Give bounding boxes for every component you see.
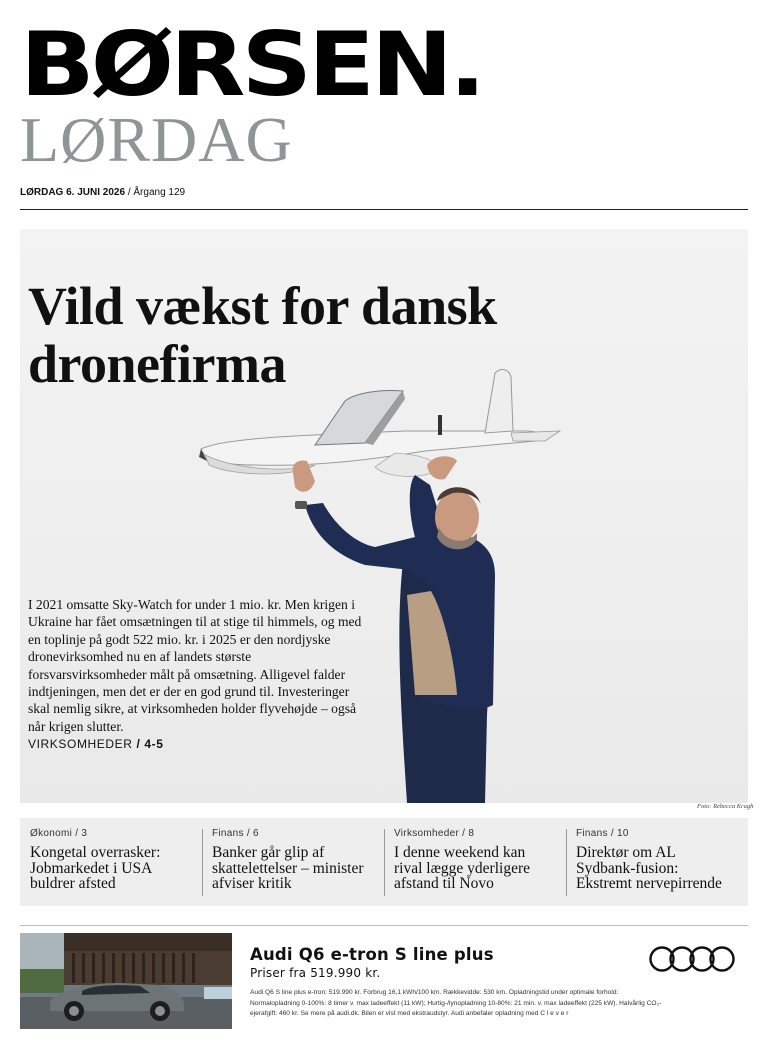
edition-name: LØRDAG — [20, 104, 293, 175]
section-reference[interactable] — [28, 737, 164, 751]
teaser-item[interactable] — [202, 818, 384, 906]
teaser-title: I denne weekend kan rival lægge yderligere afstand til Novo — [394, 844, 531, 892]
issue-date: LØRDAG 6. JUNI 2026 — [20, 187, 126, 198]
masthead-divider — [20, 209, 748, 210]
teaser-bar — [20, 818, 748, 906]
teaser-item[interactable] — [20, 818, 202, 906]
issue-volume: / Årgang 129 — [125, 187, 186, 198]
teaser-tag: Finans / 10 — [576, 828, 629, 839]
lead-headline[interactable]: Vild vækst for dansk dronefirma — [28, 276, 497, 394]
ad-title: Audi Q6 e-tron S line plus — [250, 945, 494, 964]
audi-rings-logo[interactable] — [648, 943, 736, 975]
dateline — [20, 187, 185, 198]
teaser-title: Kongetal overrasker: Jobmarkedet i USA buldrer afsted — [30, 844, 161, 892]
teaser-title: Direktør om AL Sydbank-fusion: Ekstremt nervepirrende — [576, 844, 722, 892]
teaser-tag: Virksomheder / 8 — [394, 828, 475, 839]
ad-car-image[interactable] — [20, 933, 232, 1029]
masthead — [20, 14, 748, 175]
drone-photo — [195, 365, 575, 803]
ad-divider — [20, 925, 748, 926]
teaser-title: Banker går glip af skattelettelser – minister afviser kritik — [212, 844, 364, 892]
section-pages: / 4-5 — [132, 737, 164, 751]
lead-story[interactable] — [20, 229, 748, 803]
ad-price: Priser fra 519.990 kr. — [250, 966, 381, 980]
ad-copy[interactable] — [250, 945, 662, 1020]
teaser-item[interactable] — [384, 818, 566, 906]
ad-fine-print: Audi Q6 S line plus e-tron: 519.990 kr. Forbrug 16,1 kWh/100 km. Rækkevidde: 530 km. Opladningstid under optimale forhold: Normalopladning 0-100%: 8 timer v. max ladeeffekt (11 kW); Hurtig-/lynopladning 10-80%: 21 min. v. max ladeeffekt (225 kW). Halvårlig CO₂-ejerafgift: 460 kr. Se mere på audi.dk. Bilen er vist med ekstraudstyr. Audi anbefaler opladning med C l e v e r — [250, 989, 662, 1018]
boersen-logo[interactable]: BØRSEN. — [20, 14, 483, 117]
section-name: VIRKSOMHEDER — [28, 737, 133, 751]
teaser-tag: Økonomi / 3 — [30, 828, 88, 839]
teaser-tag: Finans / 6 — [212, 828, 259, 839]
lead-lede: I 2021 omsatte Sky-Watch for under 1 mio. kr. Men krigen i Ukraine har fået omsætningen til at stige til himmels, og med en toplinje på godt 522 mio. kr. i 2025 er den nordjyske dronevirksomhed nu en af landets største forsvarsvirksomheder målt på omsætning. Alligevel falder indtjeningen, men det er der en god grund til. Investeringer skal nemlig sikre, at virksomheden holder flyvehøjde – også når krigen slutter. — [28, 597, 362, 734]
photo-credit: Foto: Rebecca Kragh — [697, 803, 754, 810]
teaser-item[interactable] — [566, 818, 748, 906]
